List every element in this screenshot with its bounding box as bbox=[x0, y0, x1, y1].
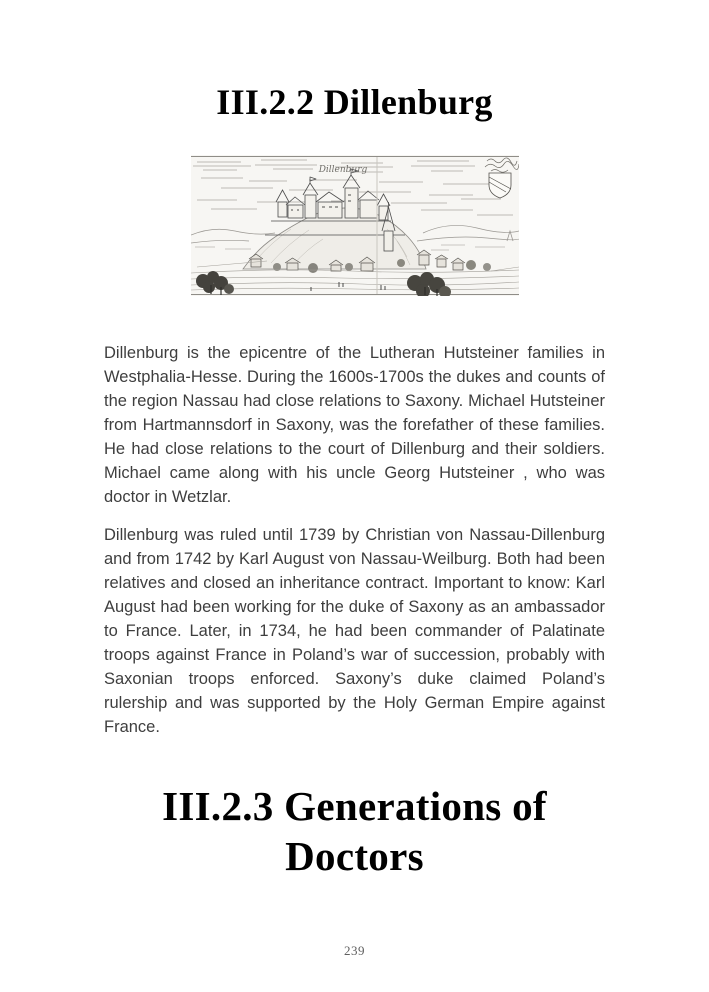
paragraph-dillenburg-1: Dillenburg is the epicentre of the Lutheran Hutsteiner families in Westphalia-Hesse. During the 1600s-1700s the dukes and counts of the region Nassau had close relations to Saxony. Michael Hutsteiner from Hartmannsdorf in Saxony, was the forefather of these families. He had close relations to the court of Dillenburg and their soldiers. Michael came along with his uncle Georg Hutsteiner , who was doctor in Wetzlar. bbox=[104, 344, 605, 506]
paragraph-dillenburg-2: Dillenburg was ruled until 1739 by Christian von Nassau-Dillenburg and from 1742 by Karl August von Nassau-Weilburg. Both had been relatives and closed an inheritance contract. Important to know: Karl August had been working for the duke of Saxony as an ambassador to France. Later, in 1734, he had been commander of Palatinate troops against France in Poland’s war of succession, probably with Saxonian troops enforced. Saxony’s duke claimed Poland’s rulership and was supported by the Holy German Empire against France. bbox=[104, 526, 605, 736]
section-heading-generations-of-doctors: III.2.3 Generations of Doctors bbox=[162, 783, 547, 879]
dillenburg-engraving-figure bbox=[191, 155, 519, 296]
page-number: 239 bbox=[344, 943, 365, 958]
dillenburg-engraving bbox=[191, 155, 519, 296]
section-heading-dillenburg: III.2.2 Dillenburg bbox=[216, 82, 493, 122]
engraving-caption: Dillenburg bbox=[318, 165, 367, 175]
